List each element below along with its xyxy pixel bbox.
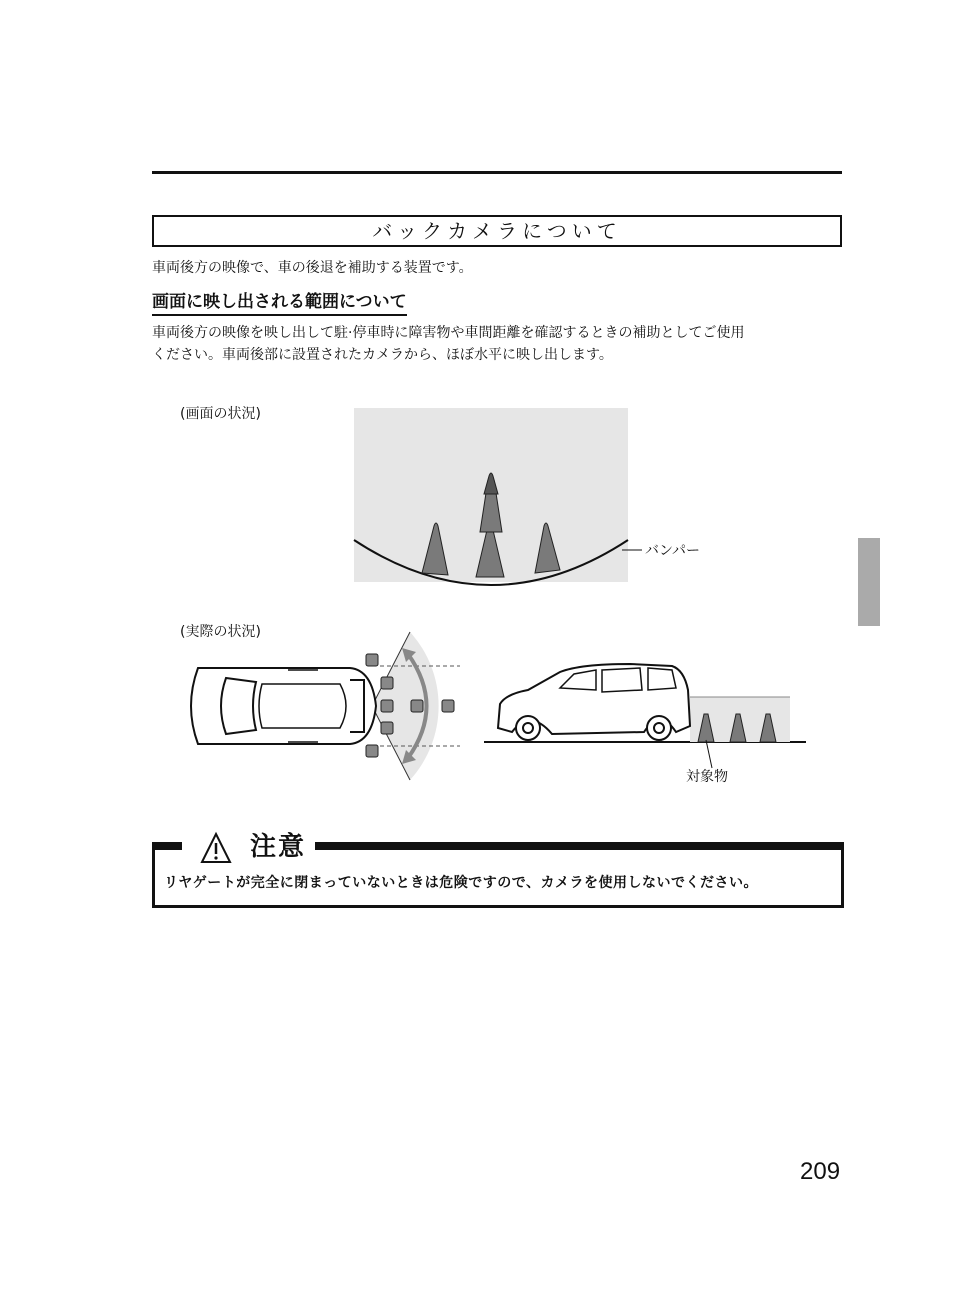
paragraph-line-2: ください。車両後部に設置されたカメラから、ほぼ水平に映し出します。: [152, 347, 613, 363]
section-title: バックカメラについて: [152, 215, 842, 247]
bumper-label: バンパー: [645, 543, 701, 559]
screen-caption: (画面の状況): [180, 406, 261, 422]
page-number: 209: [800, 1158, 841, 1185]
actual-caption: (実際の状況): [180, 624, 261, 640]
section-tab: [858, 538, 880, 626]
car-top-view: [191, 668, 376, 744]
caution-bar-left: [152, 842, 182, 850]
caution-bar-right: [315, 842, 842, 850]
object-label: 対象物: [686, 769, 728, 785]
object-leader: [706, 740, 712, 768]
section-intro: 車両後方の映像で、車の後退を補助する装置です。: [152, 260, 473, 276]
caution-label: 注意: [250, 832, 307, 862]
warning-icon: [200, 832, 240, 868]
caution-text: リヤゲートが完全に閉まっていないときは危険ですので、カメラを使用しないでください。: [164, 875, 758, 891]
car-side-view: [498, 664, 690, 740]
paragraph-line-1: 車両後方の映像を映し出して駐·停車時に障害物や車間距離を確認するときの補助としてご使用: [152, 325, 745, 341]
subsection-heading: 画面に映し出される範囲について: [152, 291, 407, 316]
